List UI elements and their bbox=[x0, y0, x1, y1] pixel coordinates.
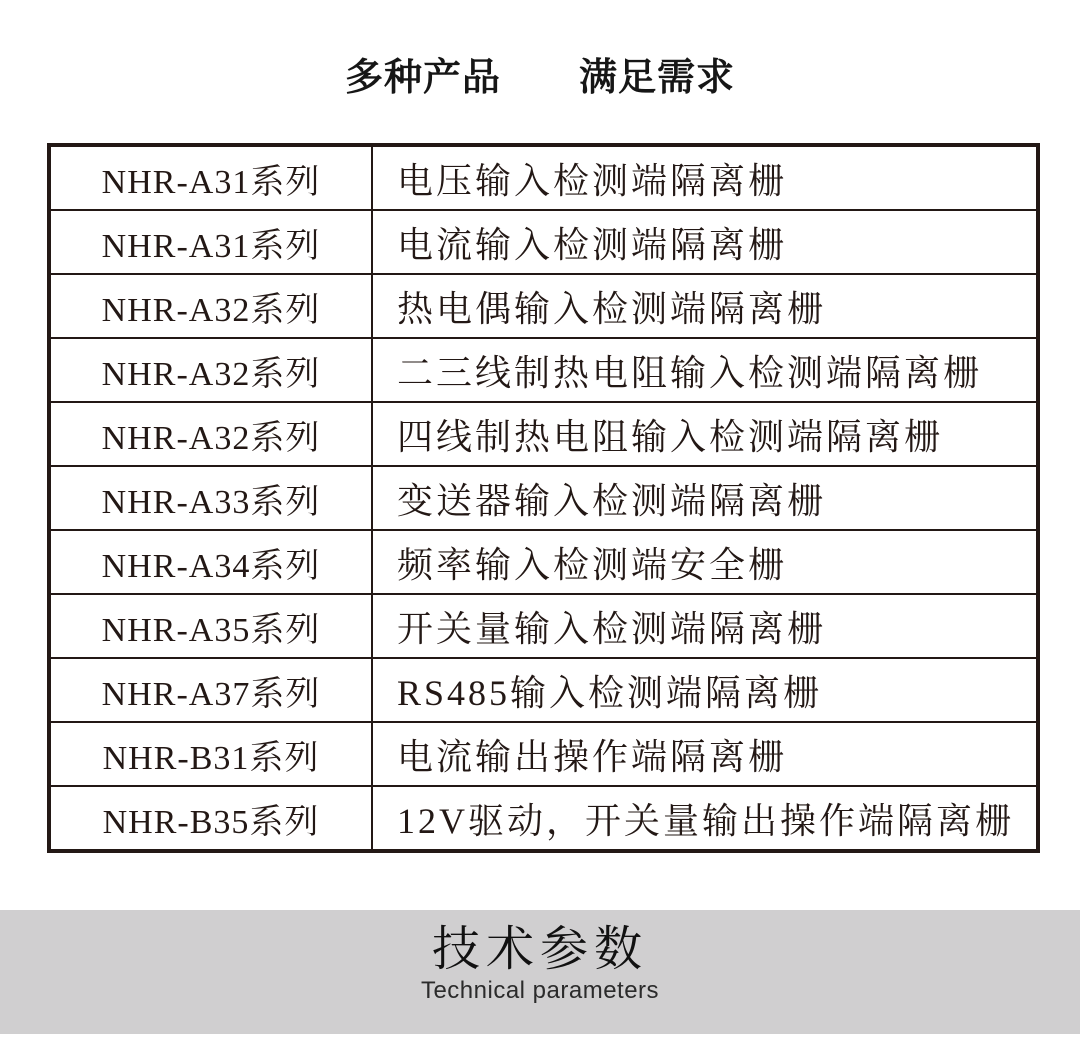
tech-params-banner bbox=[0, 910, 1080, 1034]
table-row bbox=[49, 530, 1038, 594]
product-series-table-body bbox=[49, 145, 1038, 851]
series-cell: NHR-A32系列 bbox=[49, 338, 372, 402]
series-cell: NHR-A34系列 bbox=[49, 530, 372, 594]
description-cell: 电压输入检测端隔离栅 bbox=[372, 145, 1038, 210]
table-row bbox=[49, 338, 1038, 402]
series-cell: NHR-A31系列 bbox=[49, 145, 372, 210]
series-cell: NHR-B31系列 bbox=[49, 722, 372, 786]
table-row bbox=[49, 466, 1038, 530]
series-cell: NHR-A35系列 bbox=[49, 594, 372, 658]
description-cell: 频率输入检测端安全栅 bbox=[372, 530, 1038, 594]
banner-title: 技术参数 bbox=[431, 923, 648, 976]
description-cell: 电流输入检测端隔离栅 bbox=[372, 210, 1038, 274]
table-row bbox=[49, 274, 1038, 338]
description-cell: RS485输入检测端隔离栅 bbox=[372, 658, 1038, 722]
table-row bbox=[49, 210, 1038, 274]
product-series-table bbox=[47, 143, 1040, 853]
series-cell: NHR-A32系列 bbox=[49, 274, 372, 338]
description-cell: 二三线制热电阻输入检测端隔离栅 bbox=[372, 338, 1038, 402]
description-cell: 热电偶输入检测端隔离栅 bbox=[372, 274, 1038, 338]
series-cell: NHR-B35系列 bbox=[49, 786, 372, 851]
series-cell: NHR-A32系列 bbox=[49, 402, 372, 466]
description-cell: 开关量输入检测端隔离栅 bbox=[372, 594, 1038, 658]
description-cell: 变送器输入检测端隔离栅 bbox=[372, 466, 1038, 530]
banner-subtitle: Technical parameters bbox=[420, 977, 660, 1005]
page-title: 多种产品 满足需求 bbox=[344, 57, 735, 99]
series-cell: NHR-A37系列 bbox=[49, 658, 372, 722]
description-cell: 四线制热电阻输入检测端隔离栅 bbox=[372, 402, 1038, 466]
series-cell: NHR-A33系列 bbox=[49, 466, 372, 530]
table-row bbox=[49, 145, 1038, 210]
series-cell: NHR-A31系列 bbox=[49, 210, 372, 274]
description-cell: 电流输出操作端隔离栅 bbox=[372, 722, 1038, 786]
table-row bbox=[49, 786, 1038, 851]
description-cell: 12V驱动，开关量输出操作端隔离栅 bbox=[372, 786, 1038, 851]
table-row bbox=[49, 594, 1038, 658]
table-row bbox=[49, 658, 1038, 722]
table-row bbox=[49, 722, 1038, 786]
table-row bbox=[49, 402, 1038, 466]
